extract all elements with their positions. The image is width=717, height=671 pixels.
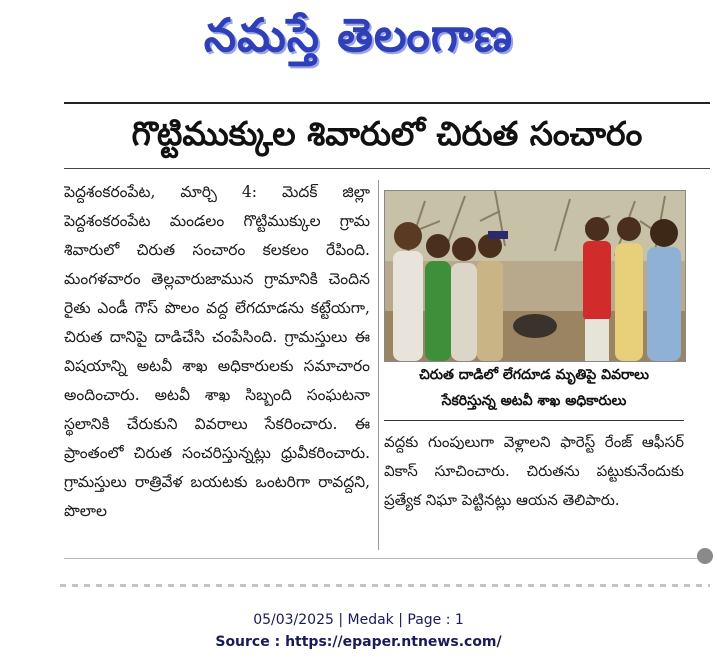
scrollbar-handle[interactable] [697, 548, 713, 564]
article-headline: గొట్టిముక్కుల శివారులో చిరుత సంచారం [131, 113, 643, 153]
headline-top-rule [64, 102, 710, 104]
masthead-title: నమస్తే తెలంగాణ [203, 8, 514, 62]
caption-rule [384, 420, 684, 421]
headline-bottom-rule [64, 168, 710, 169]
photo-illustration [385, 191, 685, 361]
newspaper-masthead [0, 6, 717, 76]
photo-caption [384, 362, 684, 416]
article-body-left-text: పెద్దశంకరంపేట, మార్చి 4: మెదక్ జిల్లా పెద్దశంకరంపేట మండలం గొట్టిముక్కుల గ్రామ శివారులో చిరుత సంచారం కలకలం రేపింది. మంగళవారం తెల్లవారుజామున గ్రామానికి చెందిన రైతు ఎండీ గౌస్ పొలం వద్ద లేగదూడను కట్టేయగా, చిరుత దానిపై దాడిచేసి చంపేసింది. గ్రామస్తులు ఈ విషయాన్ని అటవీ శాఖ అధికారులకు సమాచారం అందించారు. అటవీ శాఖ సిబ్బంది సంఘటనా స్థలానికి చేరుకుని వివరాలు సేకరించారు. ఈ ప్రాంతంలో చిరుత సంచరిస్తున్నట్లు ధ్రువీకరించారు. గ్రామస్తులు రాత్రివేళ బయటకు ఒంటరిగా రావద్దని, పొలాల [64, 183, 370, 520]
photo-caption-line-1: చిరుత దాడిలో లేగదూడ మృతిపై వివరాలు [419, 367, 649, 383]
cropped-next-article [60, 578, 710, 590]
article-body-right-text: వద్దకు గుంపులుగా వెళ్లాలని ఫారెస్ట్ రేంజ్ ఆఫీసర్ వికాస్ సూచించారు. చిరుతను పట్టుకునేందుకు ప్రత్యేక నిఘా పెట్టినట్లు ఆయన తెలిపారు. [384, 433, 684, 509]
footer-source-link[interactable]: Source : https://epaper.ntnews.com/ [215, 634, 502, 650]
photo-caption-line-2: సేకరిస్తున్న అటవీ శాఖ అధికారులు [441, 393, 627, 409]
page-bottom-rule [64, 558, 710, 559]
column-divider [378, 180, 379, 550]
article-body-right-column [384, 428, 684, 552]
article-body-left-column [64, 178, 370, 552]
article-photo [384, 190, 686, 362]
footer-date-edition-page: 05/03/2025 | Medak | Page : 1 [253, 612, 464, 628]
